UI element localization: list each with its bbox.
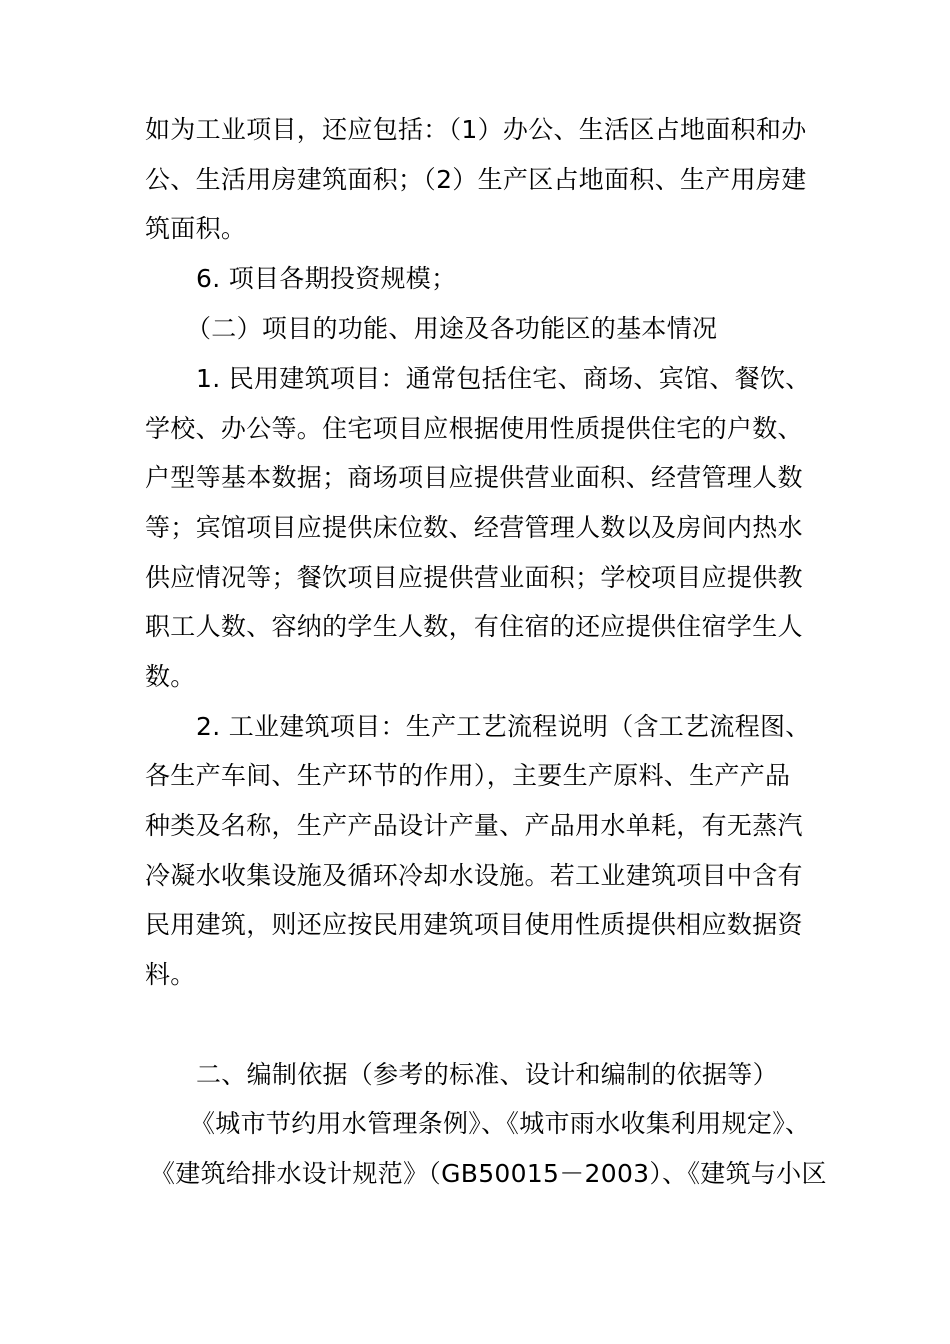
paragraph-line: 公、生活用房建筑面积；（2）生产区占地面积、生产用房建: [145, 165, 807, 194]
list-item-2: 2. 工业建筑项目：生产工艺流程说明（含工艺流程图、: [196, 712, 811, 741]
paragraph-line: 各生产车间、生产环节的作用），主要生产原料、生产产品: [145, 761, 791, 790]
paragraph-line: 筑面积。: [145, 214, 247, 243]
paragraph-line: 等；宾馆项目应提供床位数、经营管理人数以及房间内热水: [145, 513, 803, 542]
paragraph-line: 《城市节约用水管理条例》、《城市雨水收集利用规定》、: [190, 1109, 811, 1138]
section-heading-2: （二）项目的功能、用途及各功能区的基本情况: [186, 314, 718, 343]
paragraph-line: 种类及名称，生产产品设计产量、产品用水单耗，有无蒸汽: [145, 811, 803, 840]
paragraph-line: 《建筑给排水设计规范》（GB50015－2003）、《建筑与小区: [150, 1159, 827, 1188]
list-item-6: 6. 项目各期投资规模；: [196, 264, 457, 293]
paragraph-line: 学校、办公等。住宅项目应根据使用性质提供住宅的户数、: [145, 414, 803, 443]
paragraph-line: 冷凝水收集设施及循环冷却水设施。若工业建筑项目中含有: [145, 861, 803, 890]
paragraph-line: 民用建筑，则还应按民用建筑项目使用性质提供相应数据资: [145, 910, 803, 939]
section-heading-compilation-basis: 二、编制依据（参考的标准、设计和编制的依据等）: [196, 1060, 778, 1089]
paragraph-line: 户型等基本数据；商场项目应提供营业面积、经营管理人数: [145, 463, 803, 492]
paragraph-line: 料。: [145, 960, 196, 989]
list-item-1: 1. 民用建筑项目：通常包括住宅、商场、宾馆、餐饮、: [196, 364, 811, 393]
paragraph-line: 职工人数、容纳的学生人数，有住宿的还应提供住宿学生人: [145, 612, 803, 641]
paragraph-line: 如为工业项目，还应包括：（1）办公、生活区占地面积和办: [145, 115, 807, 144]
paragraph-line: 数。: [145, 662, 196, 691]
paragraph-line: 供应情况等；餐饮项目应提供营业面积；学校项目应提供教: [145, 563, 803, 592]
